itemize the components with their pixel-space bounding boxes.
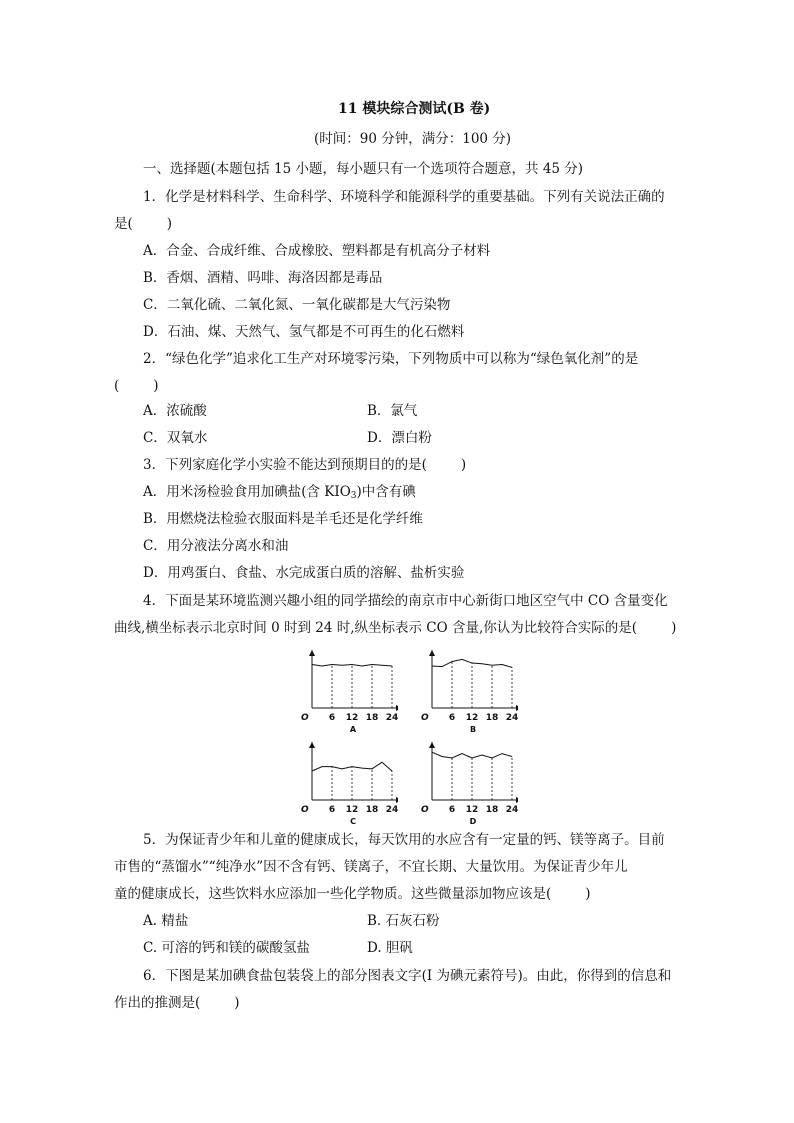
co-chart-d — [418, 738, 518, 828]
q5-stem-line1: 5．为保证青少年和儿童的健康成长，每天饮用的水应含有一定量的钙、镁等离子。目前 — [143, 832, 665, 848]
q5-option-b: B. 石灰石粉 — [367, 913, 440, 929]
x-tick-label-24: 24 — [505, 713, 518, 723]
q1-option-c: C．二氧化硫、二氧化氮、一氧化碳都是大气污染物 — [143, 297, 451, 313]
q1-stem-line1: 1．化学是材料科学、生命科学、环境科学和能源科学的重要基础。下列有关说法正确的 — [143, 189, 665, 205]
q1-option-a: A．合金、合成纤维、合成橡胶、塑料都是有机高分子材料 — [143, 243, 491, 259]
curve-point-8 — [392, 666, 393, 667]
curve-point-2 — [452, 758, 453, 759]
x-tick-label-12: 12 — [465, 713, 479, 723]
y-axis-arrow — [309, 650, 315, 656]
curve-point-3 — [462, 659, 463, 660]
curve-point-1 — [322, 666, 323, 667]
q1-stem-line2: 是( ) — [114, 216, 173, 232]
x-tick-label-18: 18 — [365, 713, 379, 723]
curve-point-6 — [492, 758, 493, 759]
q2-option-d: D．漂白粉 — [367, 430, 432, 446]
curve-point-3 — [342, 768, 343, 769]
q2-option-b: B．氯气 — [367, 403, 418, 419]
origin-label: O — [301, 805, 309, 815]
y-axis-arrow — [309, 742, 315, 748]
curve-point-0 — [432, 666, 433, 667]
x-tick-label-12: 12 — [345, 805, 359, 815]
curve-point-3 — [342, 665, 343, 666]
curve-point-0 — [432, 752, 433, 753]
x-tick-label-18: 18 — [365, 805, 379, 815]
q6-stem-line2: 作出的推测是( ) — [114, 995, 240, 1011]
x-axis-arrow — [516, 797, 518, 803]
exam-info: (时间：90 分钟，满分：100 分) — [314, 131, 512, 147]
x-tick-label-12: 12 — [345, 713, 359, 723]
curve-point-3 — [462, 753, 463, 754]
q3-option-a: A．用米汤检验食用加碘盐(含 $KIO_3$)中含有碘 — [143, 484, 416, 501]
curve-point-5 — [362, 768, 363, 769]
x-axis-arrow — [396, 797, 398, 803]
curve-point-5 — [482, 663, 483, 664]
q1-option-d: D．石油、煤、天然气、氢气都是不可再生的化石燃料 — [143, 324, 465, 340]
curve-point-6 — [492, 665, 493, 666]
panel-label: B — [469, 725, 477, 734]
curve-point-1 — [442, 756, 443, 757]
curve-point-4 — [472, 663, 473, 664]
curve-point-7 — [502, 753, 503, 754]
panel-label: C — [350, 817, 356, 826]
x-axis-arrow — [516, 705, 518, 711]
curve-point-2 — [332, 664, 333, 665]
q3-option-d: D．用鸡蛋白、食盐、水完成蛋白质的溶解、盐析实验 — [143, 565, 465, 581]
x-tick-label-6: 6 — [448, 805, 456, 815]
curve-point-2 — [452, 661, 453, 662]
curve-point-0 — [312, 771, 313, 772]
x-tick-label-18: 18 — [485, 805, 499, 815]
curve-point-4 — [472, 758, 473, 759]
curve-point-8 — [512, 667, 513, 668]
x-tick-label-6: 6 — [448, 713, 456, 723]
curve-point-2 — [332, 766, 333, 767]
q2-stem-line2: ( ) — [114, 378, 159, 394]
y-axis-arrow — [429, 650, 435, 656]
q5-stem-line3: 童的健康成长，这些饮料水应添加一些化学物质。这些微量添加物应该是( ) — [114, 886, 591, 902]
q4-stem-line2: 曲线,横坐标表示北京时间 0 时到 24 时,纵坐标表示 CO 含量,你认为比较符合实际的是( ) — [114, 620, 677, 636]
x-tick-label-24: 24 — [505, 805, 518, 815]
x-tick-label-24: 24 — [385, 805, 398, 815]
q3-option-c: C．用分液法分离水和油 — [143, 538, 289, 554]
curve-point-0 — [312, 664, 313, 665]
section-heading: 一、选择题(本题包括 15 小题，每小题只有一个选项符合题意，共 45 分) — [143, 161, 584, 177]
origin-label: O — [421, 713, 429, 723]
curve-point-4 — [352, 766, 353, 767]
curve-point-7 — [502, 664, 503, 665]
q2-option-a: A．浓硫酸 — [143, 403, 207, 419]
q3-stem: 3．下列家庭化学小实验不能达到预期目的的是( ) — [143, 457, 467, 473]
q2-stem-line1: 2．“绿色化学”追求化工生产对环境零污染，下列物质中可以称为“绿色氧化剂”的是 — [143, 351, 639, 367]
co-chart-c — [298, 738, 398, 828]
curve-point-8 — [512, 756, 513, 757]
panel-label: A — [349, 725, 357, 734]
x-axis-arrow — [396, 705, 398, 711]
curve-point-7 — [382, 665, 383, 666]
q4-stem-line1: 4．下面是某环境监测兴趣小组的同学描绘的南京市中心新街口地区空气中 CO 含量变化 — [143, 593, 668, 609]
q6-stem-line1: 6．下图是某加碘食盐包装袋上的部分图表文字(I 为碘元素符号)。由此，你得到的信息和 — [143, 968, 672, 984]
q1-option-b: B．香烟、酒精、吗啡、海洛因都是毒品 — [143, 270, 383, 286]
curve-point-1 — [442, 666, 443, 667]
x-tick-label-12: 12 — [465, 805, 479, 815]
q3-option-b: B．用燃烧法检验衣服面料是羊毛还是化学纤维 — [143, 511, 423, 527]
panel-label: D — [469, 817, 477, 826]
curve-point-4 — [352, 664, 353, 665]
q2-option-c: C．双氧水 — [143, 430, 208, 446]
q5-option-c: C. 可溶的钙和镁的碳酸氢盐 — [143, 940, 310, 956]
curve-point-5 — [482, 755, 483, 756]
q5-option-d: D. 胆矾 — [367, 940, 413, 956]
co-curve — [432, 752, 512, 758]
curve-point-1 — [322, 766, 323, 767]
page-title: 11 模块综合测试(B 卷) — [338, 101, 491, 117]
x-tick-label-6: 6 — [328, 713, 336, 723]
curve-point-8 — [392, 771, 393, 772]
curve-point-5 — [362, 666, 363, 667]
q5-option-a: A. 精盐 — [143, 913, 189, 929]
x-tick-label-24: 24 — [385, 713, 398, 723]
x-tick-label-6: 6 — [328, 805, 336, 815]
co-chart-a — [298, 646, 398, 736]
curve-point-6 — [372, 768, 373, 769]
curve-point-7 — [382, 762, 383, 763]
curve-point-6 — [372, 664, 373, 665]
origin-label: O — [421, 805, 429, 815]
q5-stem-line2: 市售的“蒸馏水”“纯净水”因不含有钙、镁离子，不宜长期、大量饮用。为保证青少年儿 — [114, 859, 628, 875]
y-axis-arrow — [429, 742, 435, 748]
origin-label: O — [301, 713, 309, 723]
co-chart-b — [418, 646, 518, 736]
x-tick-label-18: 18 — [485, 713, 499, 723]
